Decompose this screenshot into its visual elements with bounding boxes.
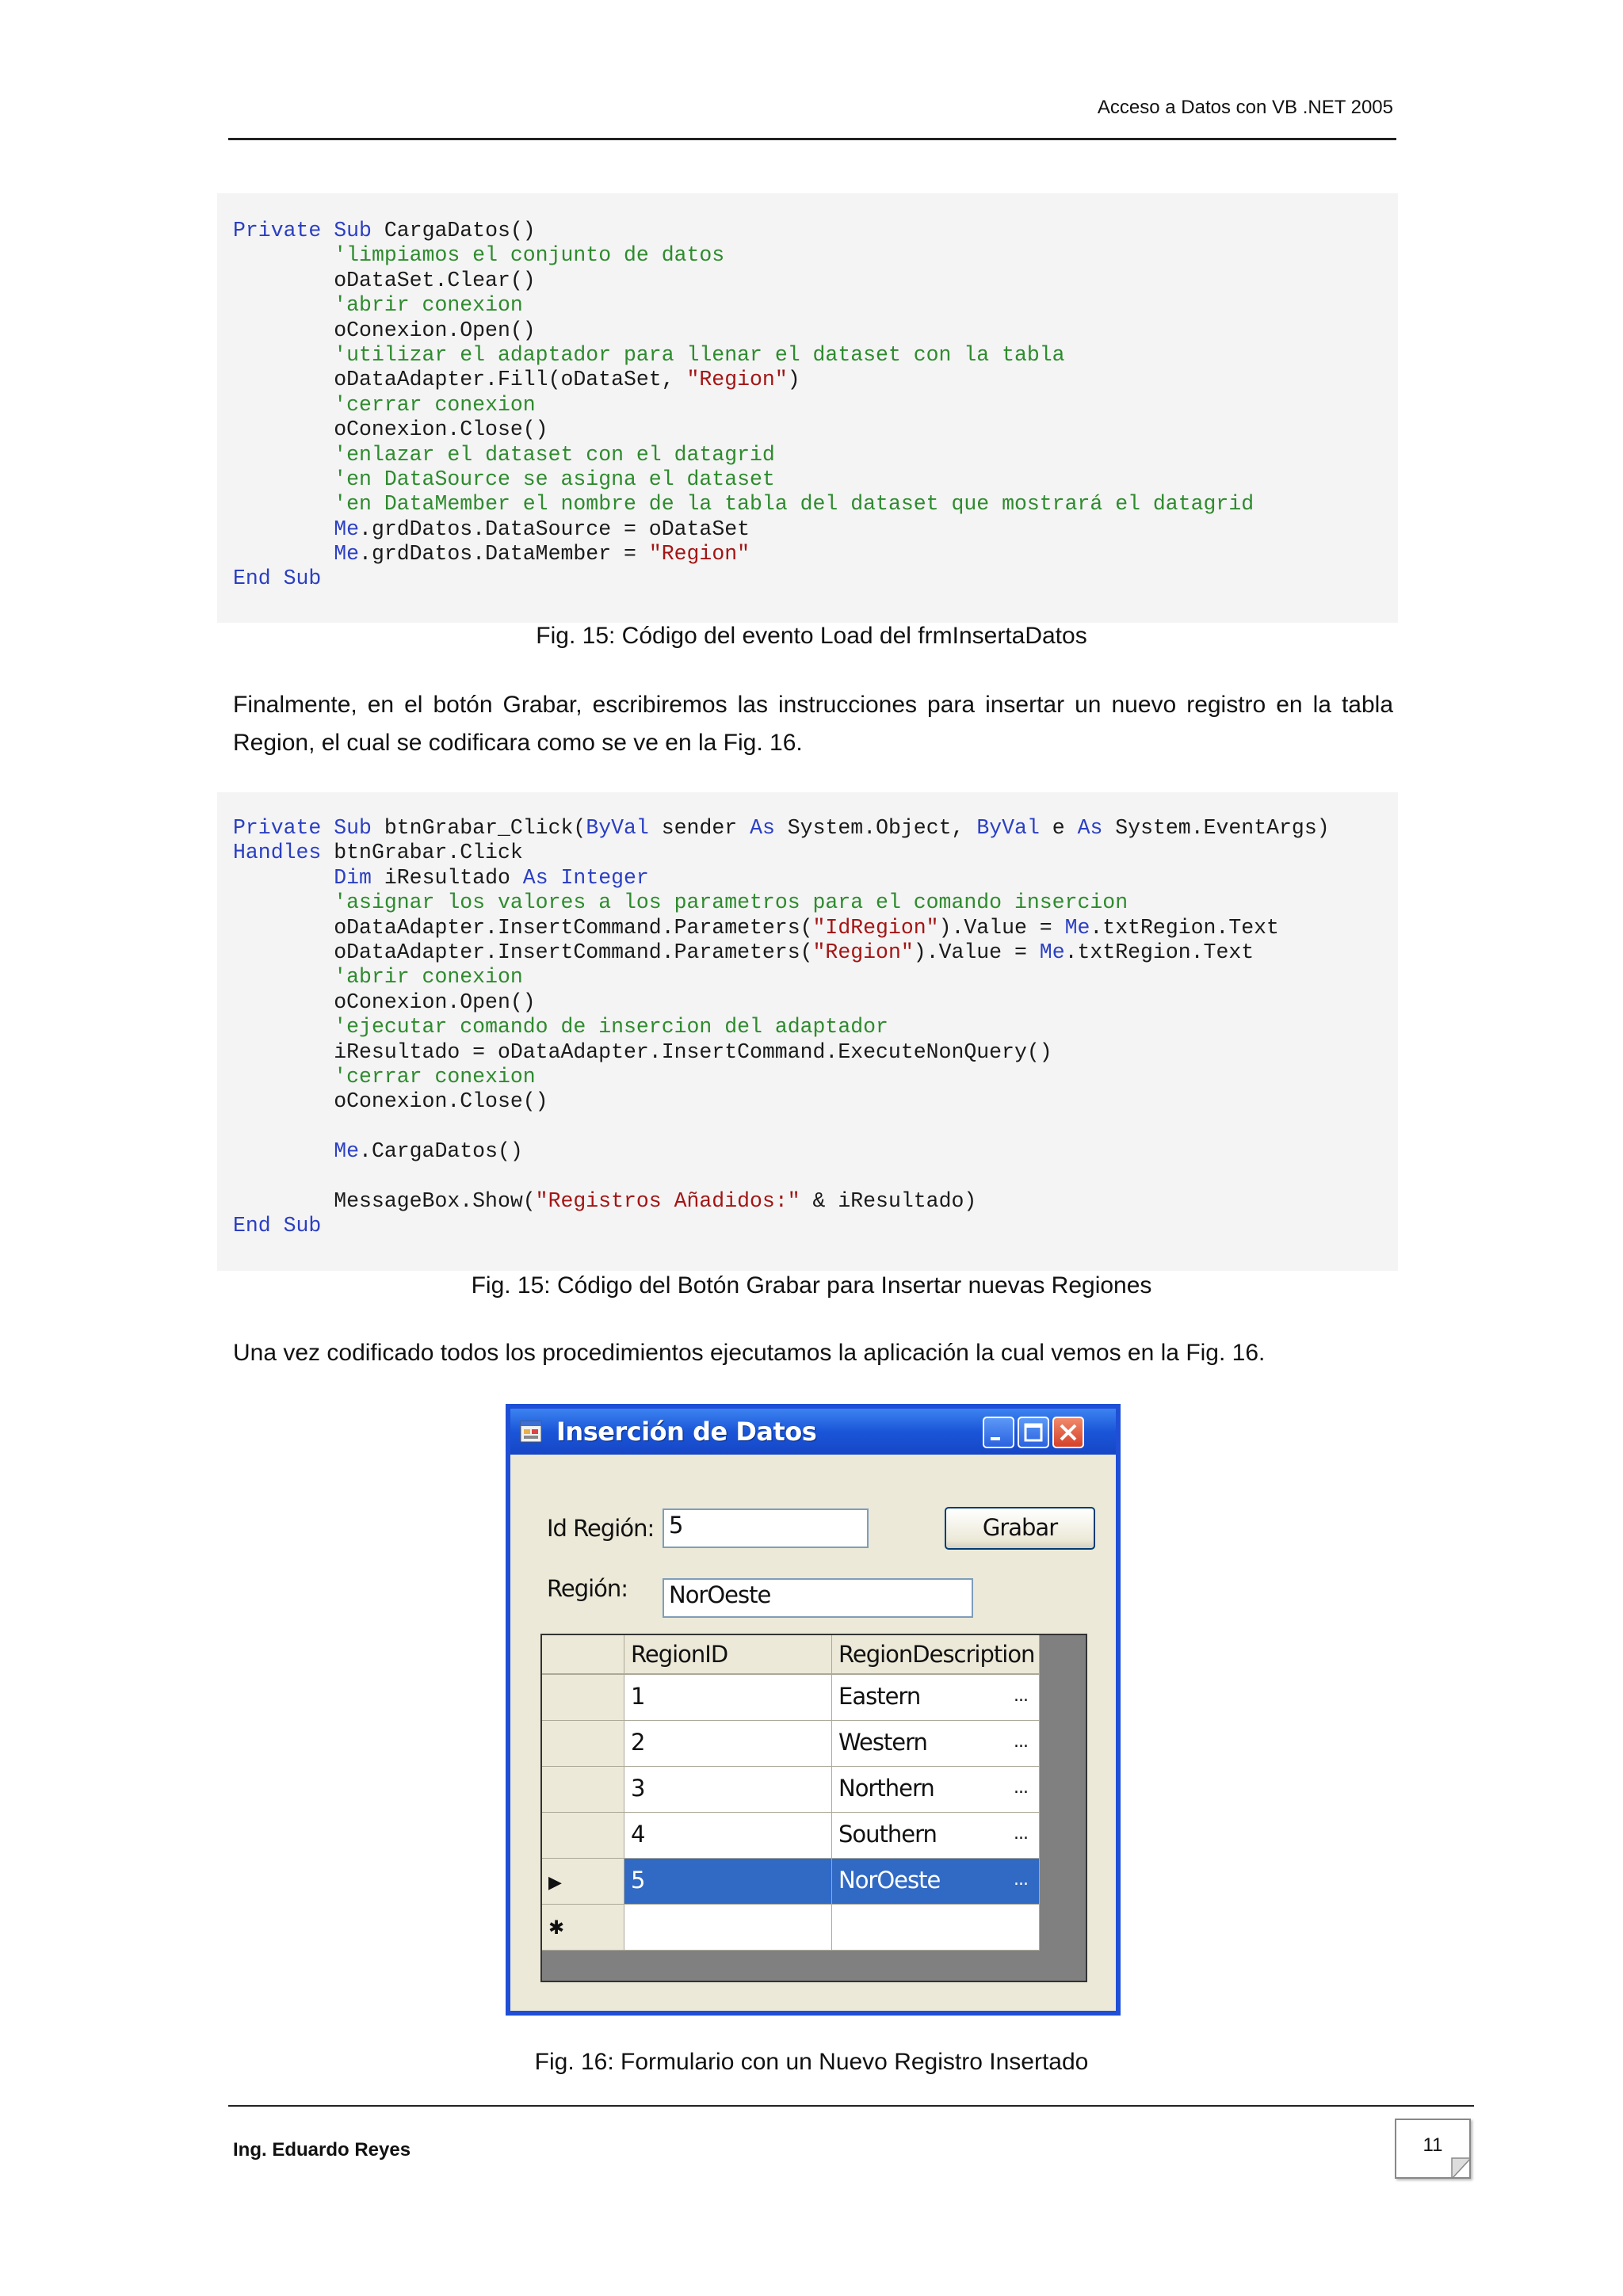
cell-ellipsis[interactable]: ... <box>1014 1732 1028 1752</box>
code-line <box>233 816 1398 841</box>
code-line <box>233 1214 1398 1238</box>
maximize-button[interactable] <box>1018 1417 1049 1448</box>
code-token: ByVal <box>976 816 1040 840</box>
window-titlebar[interactable] <box>510 1409 1116 1455</box>
code-token: Me <box>334 542 360 566</box>
region-description-text: Eastern <box>838 1683 921 1710</box>
figure-caption: Fig. 15: Código del Botón Grabar para Insertar nuevas Regiones <box>471 1272 1152 1299</box>
code-token: .CargaDatos() <box>359 1139 523 1164</box>
code-block-btngrabar <box>217 792 1398 1271</box>
code-token: oConexion.Open() <box>233 318 536 342</box>
code-token <box>233 343 334 367</box>
code-token <box>233 891 334 914</box>
code-token <box>548 866 561 890</box>
code-line <box>233 393 1398 418</box>
row-header[interactable] <box>542 1859 624 1905</box>
code-line <box>233 343 1398 368</box>
code-token <box>271 1214 284 1238</box>
code-token: iResultado = oDataAdapter.InsertCommand.ExecuteNonQuery() <box>233 1039 1052 1064</box>
code-token: ).Value = <box>913 940 1040 964</box>
cell-ellipsis[interactable]: ... <box>1014 1824 1028 1844</box>
code-token <box>233 293 334 317</box>
code-token: Sub <box>334 219 372 242</box>
maximize-icon <box>1019 1418 1048 1447</box>
grid-new-cell-regionid[interactable] <box>624 1905 832 1951</box>
grid-cell-regionid[interactable]: 2 <box>624 1721 832 1767</box>
code-token: 'cerrar conexion <box>334 1064 536 1089</box>
code-token: "Region" <box>648 542 750 566</box>
code-line <box>233 492 1398 517</box>
code-line <box>233 841 1398 865</box>
window-title: Inserción de Datos <box>556 1417 817 1447</box>
code-line <box>233 1065 1398 1089</box>
code-line <box>233 1015 1398 1039</box>
code-line <box>233 1164 1398 1188</box>
code-token <box>233 1015 334 1039</box>
minimize-icon <box>984 1418 1013 1447</box>
code-token: e <box>1039 816 1078 840</box>
code-token: 'abrir conexion <box>334 965 523 990</box>
grid-cell-regionid[interactable]: 5 <box>624 1859 832 1905</box>
code-token: Dim <box>334 865 372 890</box>
grid-cell-regionid[interactable]: 4 <box>624 1813 832 1859</box>
page-number-box <box>1395 2119 1471 2179</box>
code-token: 'limpiamos el conjunto de datos <box>334 243 725 268</box>
code-line <box>233 866 1398 891</box>
form-app-icon <box>520 1421 542 1443</box>
current-row-arrow-icon: ▶ <box>548 1873 561 1893</box>
code-token: "Region" <box>686 368 788 392</box>
code-line <box>233 418 1398 442</box>
code-token: "Registros Añadidos:" <box>535 1188 800 1213</box>
code-token <box>233 517 334 541</box>
code-token: .txtRegion.Text <box>1090 915 1279 940</box>
code-token <box>233 542 334 566</box>
grid-cell-regiondescription[interactable] <box>832 1859 1040 1905</box>
code-token: As <box>750 816 775 840</box>
code-token: Me <box>334 1139 360 1164</box>
code-token: oConexion.Open() <box>233 990 536 1014</box>
code-token: Me <box>1064 915 1090 940</box>
code-token: End <box>233 566 271 591</box>
code-line <box>233 916 1398 940</box>
new-row-asterisk-icon: ✱ <box>548 1917 564 1939</box>
code-token: Handles <box>233 841 322 865</box>
code-token: & iResultado) <box>800 1188 977 1213</box>
code-token <box>233 965 334 989</box>
code-token: btnGrabar.Click <box>321 841 523 865</box>
code-token: System.EventArgs) <box>1102 816 1330 840</box>
cell-ellipsis[interactable]: ... <box>1014 1686 1028 1706</box>
code-token: oConexion.Close() <box>233 1089 548 1114</box>
code-token: oConexion.Close() <box>233 418 548 442</box>
body-paragraph: Una vez codificado todos los procedimientos ejecutamos la aplicación la cual vemos en la Fig. 16. <box>233 1340 1266 1366</box>
code-token: Private <box>233 816 322 840</box>
cell-ellipsis[interactable]: ... <box>1014 1778 1028 1798</box>
code-token <box>233 1115 246 1138</box>
code-token <box>271 566 284 590</box>
grid-cell-regionid[interactable]: 1 <box>624 1675 832 1721</box>
grid-cell-regionid[interactable]: 3 <box>624 1767 832 1813</box>
code-line <box>233 1040 1398 1065</box>
code-token <box>321 816 334 840</box>
code-token: ) <box>787 368 800 392</box>
code-token <box>233 1164 246 1188</box>
code-token: Private <box>233 219 322 242</box>
region-input[interactable]: NorOeste <box>663 1578 973 1618</box>
code-token: 'enlazar el dataset con el datagrid <box>334 442 775 467</box>
code-token: Me <box>1039 940 1065 964</box>
code-line <box>233 990 1398 1015</box>
id-region-label: Id Región: <box>547 1515 655 1542</box>
code-token: Sub <box>283 566 322 591</box>
code-line <box>233 566 1398 591</box>
code-line <box>233 1115 1398 1139</box>
row-header[interactable] <box>542 1813 624 1859</box>
code-token: As <box>1077 816 1103 840</box>
grid-new-cell-regiondescription[interactable] <box>832 1905 1040 1951</box>
region-description-text: Southern <box>838 1821 937 1848</box>
code-token: CargaDatos() <box>371 219 536 242</box>
code-token <box>233 866 334 890</box>
body-paragraph: Finalmente, en el botón Grabar, escribiremos las instrucciones para insertar un nuevo registro en la tabla Region, el cual se codificara como se ve en la Fig. 16. <box>233 692 1393 756</box>
id-region-input[interactable]: 5 <box>663 1508 869 1548</box>
region-label: Región: <box>547 1575 628 1602</box>
column-header-regionid[interactable]: RegionID <box>624 1635 832 1675</box>
grid-cell-regiondescription[interactable] <box>832 1767 1040 1813</box>
code-token: .grdDatos.DataSource = oDataSet <box>359 517 750 541</box>
grid-corner-header[interactable] <box>542 1635 624 1675</box>
code-token: .txtRegion.Text <box>1064 940 1254 964</box>
code-token: btnGrabar_Click( <box>371 816 586 840</box>
code-line <box>233 293 1398 318</box>
grid-cell-regiondescription[interactable] <box>832 1721 1040 1767</box>
code-block-cargadatos <box>217 193 1398 623</box>
code-token: Sub <box>334 816 372 840</box>
code-token: End <box>233 1214 271 1238</box>
code-token: As <box>522 865 548 890</box>
code-token: System.Object, <box>774 816 977 840</box>
grid-cell-regiondescription[interactable] <box>832 1813 1040 1859</box>
footer-rule <box>228 2105 1474 2107</box>
code-token: oDataAdapter.Fill(oDataSet, <box>233 368 687 392</box>
code-line <box>233 891 1398 915</box>
code-line <box>233 467 1398 492</box>
header-rule <box>228 138 1396 140</box>
row-header[interactable] <box>542 1675 624 1721</box>
region-description-text: NorOeste <box>838 1867 941 1894</box>
code-token: 'abrir conexion <box>334 293 523 318</box>
code-token: Me <box>334 517 360 541</box>
grabar-button[interactable]: Grabar <box>945 1507 1095 1550</box>
code-line <box>233 269 1398 293</box>
column-header-regiondescription[interactable]: RegionDescription <box>832 1635 1040 1675</box>
insertion-form-window <box>506 1404 1121 2016</box>
code-token <box>233 492 334 516</box>
code-token: 'utilizar el adaptador para llenar el dataset con la tabla <box>334 342 1065 367</box>
region-description-text: Western <box>838 1729 927 1756</box>
code-token <box>233 393 334 417</box>
row-header[interactable] <box>542 1721 624 1767</box>
figure-caption: Fig. 16: Formulario con un Nuevo Registro Insertado <box>534 2049 1089 2075</box>
footer-author: Ing. Eduardo Reyes <box>233 2139 411 2161</box>
regions-datagrid[interactable] <box>540 1634 1087 1982</box>
code-token: 'cerrar conexion <box>334 392 536 417</box>
code-line <box>233 965 1398 990</box>
code-line <box>233 517 1398 542</box>
code-token: oDataAdapter.InsertCommand.Parameters( <box>233 940 813 964</box>
page-number: 11 <box>1423 2134 1443 2156</box>
code-token: 'en DataSource se asigna el dataset <box>334 467 775 491</box>
code-token: 'asignar los valores a los parametros para el comando insercion <box>334 891 1128 915</box>
code-token: Integer <box>560 865 649 890</box>
code-token: oDataSet.Clear() <box>233 268 536 292</box>
code-token <box>233 467 334 491</box>
code-token: iResultado <box>371 865 523 890</box>
code-token <box>233 443 334 467</box>
code-line <box>233 1089 1398 1114</box>
grid-cell-regiondescription[interactable] <box>832 1675 1040 1721</box>
code-token: "IdRegion" <box>812 915 939 940</box>
minimize-button[interactable] <box>983 1417 1014 1448</box>
close-icon <box>1054 1418 1083 1447</box>
figure-caption: Fig. 15: Código del evento Load del frmInsertaDatos <box>536 623 1087 649</box>
code-token: oDataAdapter.InsertCommand.Parameters( <box>233 915 813 940</box>
code-token: Sub <box>283 1214 322 1238</box>
code-line <box>233 1189 1398 1214</box>
code-token: "Region" <box>812 940 914 964</box>
close-button[interactable] <box>1052 1417 1084 1448</box>
code-token: sender <box>648 816 750 840</box>
code-token: MessageBox.Show( <box>233 1188 536 1213</box>
code-token: .grdDatos.DataMember = <box>359 542 649 566</box>
region-description-text: Northern <box>838 1775 934 1802</box>
code-line <box>233 1139 1398 1164</box>
page-curl-icon <box>1395 2119 1471 2179</box>
cell-ellipsis[interactable]: ... <box>1014 1870 1028 1890</box>
code-line <box>233 443 1398 467</box>
code-token <box>233 243 334 267</box>
code-line <box>233 542 1398 566</box>
code-token: 'en DataMember el nombre de la tabla del dataset que mostrará el datagrid <box>334 492 1254 517</box>
new-row-header[interactable] <box>542 1905 624 1951</box>
code-token <box>233 1139 334 1163</box>
code-line <box>233 940 1398 965</box>
code-line <box>233 243 1398 268</box>
code-token: 'ejecutar comando de insercion del adaptador <box>334 1015 888 1039</box>
code-token <box>321 219 334 242</box>
running-header: Acceso a Datos con VB .NET 2005 <box>1097 97 1393 118</box>
code-token: ByVal <box>586 816 649 840</box>
code-line <box>233 318 1398 343</box>
code-line <box>233 219 1398 243</box>
code-token: ).Value = <box>938 915 1065 940</box>
row-header[interactable] <box>542 1767 624 1813</box>
code-line <box>233 368 1398 392</box>
code-token <box>233 1065 334 1089</box>
